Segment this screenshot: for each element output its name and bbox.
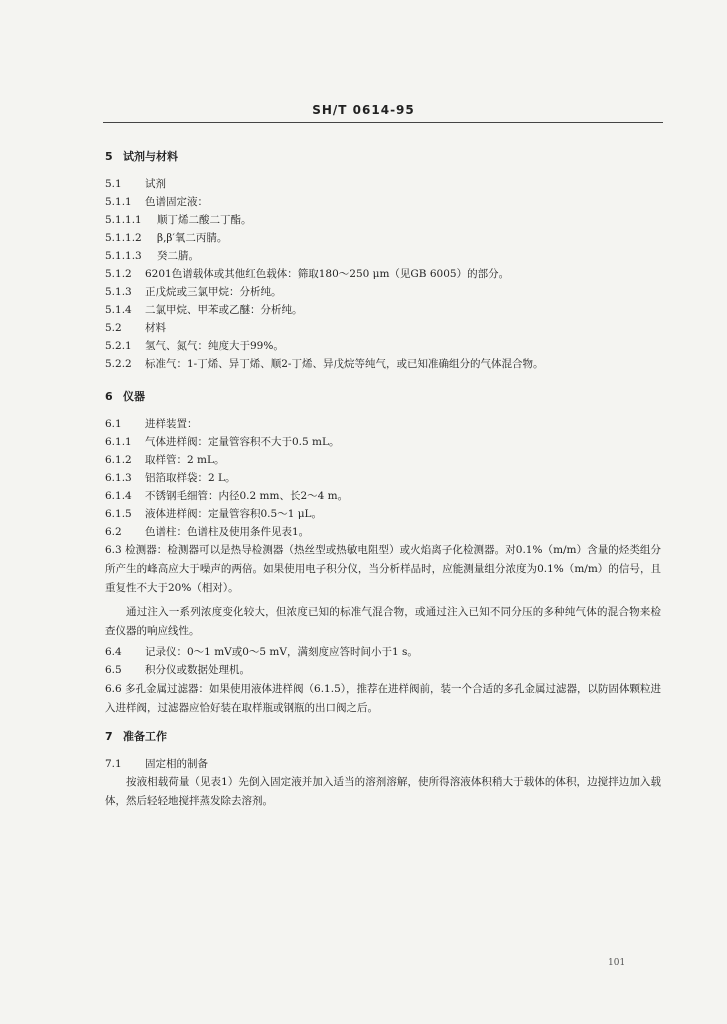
clause-5-1-3: 5.1.3 正戊烷或三氯甲烷：分析纯。 xyxy=(105,286,282,298)
clause-5-1-4: 5.1.4 二氯甲烷、甲苯或乙醚：分析纯。 xyxy=(105,304,303,316)
standard-header: SH/T 0614-95 xyxy=(312,103,415,117)
clause-6-5: 6.5 积分仪或数据处理机。 xyxy=(105,664,250,676)
clause-6-1-5: 6.1.5 液体进样阀：定量管容积0.5～1 μL。 xyxy=(105,508,323,520)
section-5-heading: 5 试剂与材料 xyxy=(105,150,178,163)
clause-5-1-1-3: 5.1.1.3 癸二腈。 xyxy=(105,250,199,262)
clause-6-4: 6.4 记录仪：0～1 mV或0～5 mV，满刻度应答时间小于1 s。 xyxy=(105,646,418,658)
clause-6-1: 6.1 进样装置： xyxy=(105,418,198,430)
clause-6-1-4: 6.1.4 不锈钢毛细管：内径0.2 mm、长2～4 m。 xyxy=(105,490,349,502)
clause-5-1-1-2: 5.1.1.2 β,β′氧二丙腈。 xyxy=(105,232,228,244)
clause-5-1-2: 5.1.2 6201色谱载体或其他红色载体：筛取180～250 μm（见GB 6005）的部分。 xyxy=(105,268,510,280)
section-6-heading: 6 仪器 xyxy=(105,390,145,403)
clause-5-1: 5.1 试剂 xyxy=(105,178,166,190)
page-number: 101 xyxy=(608,958,626,968)
clause-5-2: 5.2 材料 xyxy=(105,322,166,334)
clause-6-3: 6.3 检测器：检测器可以是热导检测器（热丝型或热敏电阻型）或火焰离子化检测器。对0.1%（m/m）含量的烃类组分所产生的峰高应大于噪声的两倍。如果使用电子积分仪，当分析样品时，应能测量组分浓度为0.1%（m/m）的信号，且重复性不大于20%（相对）。 xyxy=(105,544,661,594)
clause-6-6: 6.6 多孔金属过滤器：如果使用液体进样阀（6.1.5），推荐在进样阀前，装一个合适的多孔金属过滤器，以防固体颗粒进入进样阀，过滤器应恰好装在取样瓶或钢瓶的出口阀之后。 xyxy=(105,683,662,714)
clause-6-3-linearity: 通过注入一系列浓度变化较大，但浓度已知的标准气混合物，或通过注入已知不同分压的多种纯气体的混合物来检查仪器的响应线性。 xyxy=(105,606,661,637)
clause-5-2-1: 5.2.1 氢气、氮气：纯度大于99%。 xyxy=(105,340,284,352)
clause-6-1-1: 6.1.1 气体进样阀：定量管容积不大于0.5 mL。 xyxy=(105,436,340,448)
clause-5-1-1-1: 5.1.1.1 顺丁烯二酸二丁酯。 xyxy=(105,214,252,226)
clause-7-1: 7.1 固定相的制备 xyxy=(105,758,208,770)
section-7-heading: 7 准备工作 xyxy=(105,730,167,743)
clause-5-2-2: 5.2.2 标准气：1-丁烯、异丁烯、顺2-丁烯、异戊烷等纯气，或已知准确组分的气体混合物。 xyxy=(105,358,544,370)
header-rule xyxy=(103,122,663,123)
clause-6-1-3: 6.1.3 铝箔取样袋：2 L。 xyxy=(105,472,236,484)
clause-6-2: 6.2 色谱柱：色谱柱及使用条件见表1。 xyxy=(105,526,310,538)
clause-5-1-1: 5.1.1 色谱固定液： xyxy=(105,196,208,208)
clause-7-1-body: 按液相载荷量（见表1）先倒入固定液并加入适当的溶剂溶解，使所得溶液体积稍大于载体的体积，边搅拌边加入载体，然后轻轻地搅拌蒸发除去溶剂。 xyxy=(105,776,661,807)
clause-6-1-2: 6.1.2 取样管：2 mL。 xyxy=(105,454,225,466)
